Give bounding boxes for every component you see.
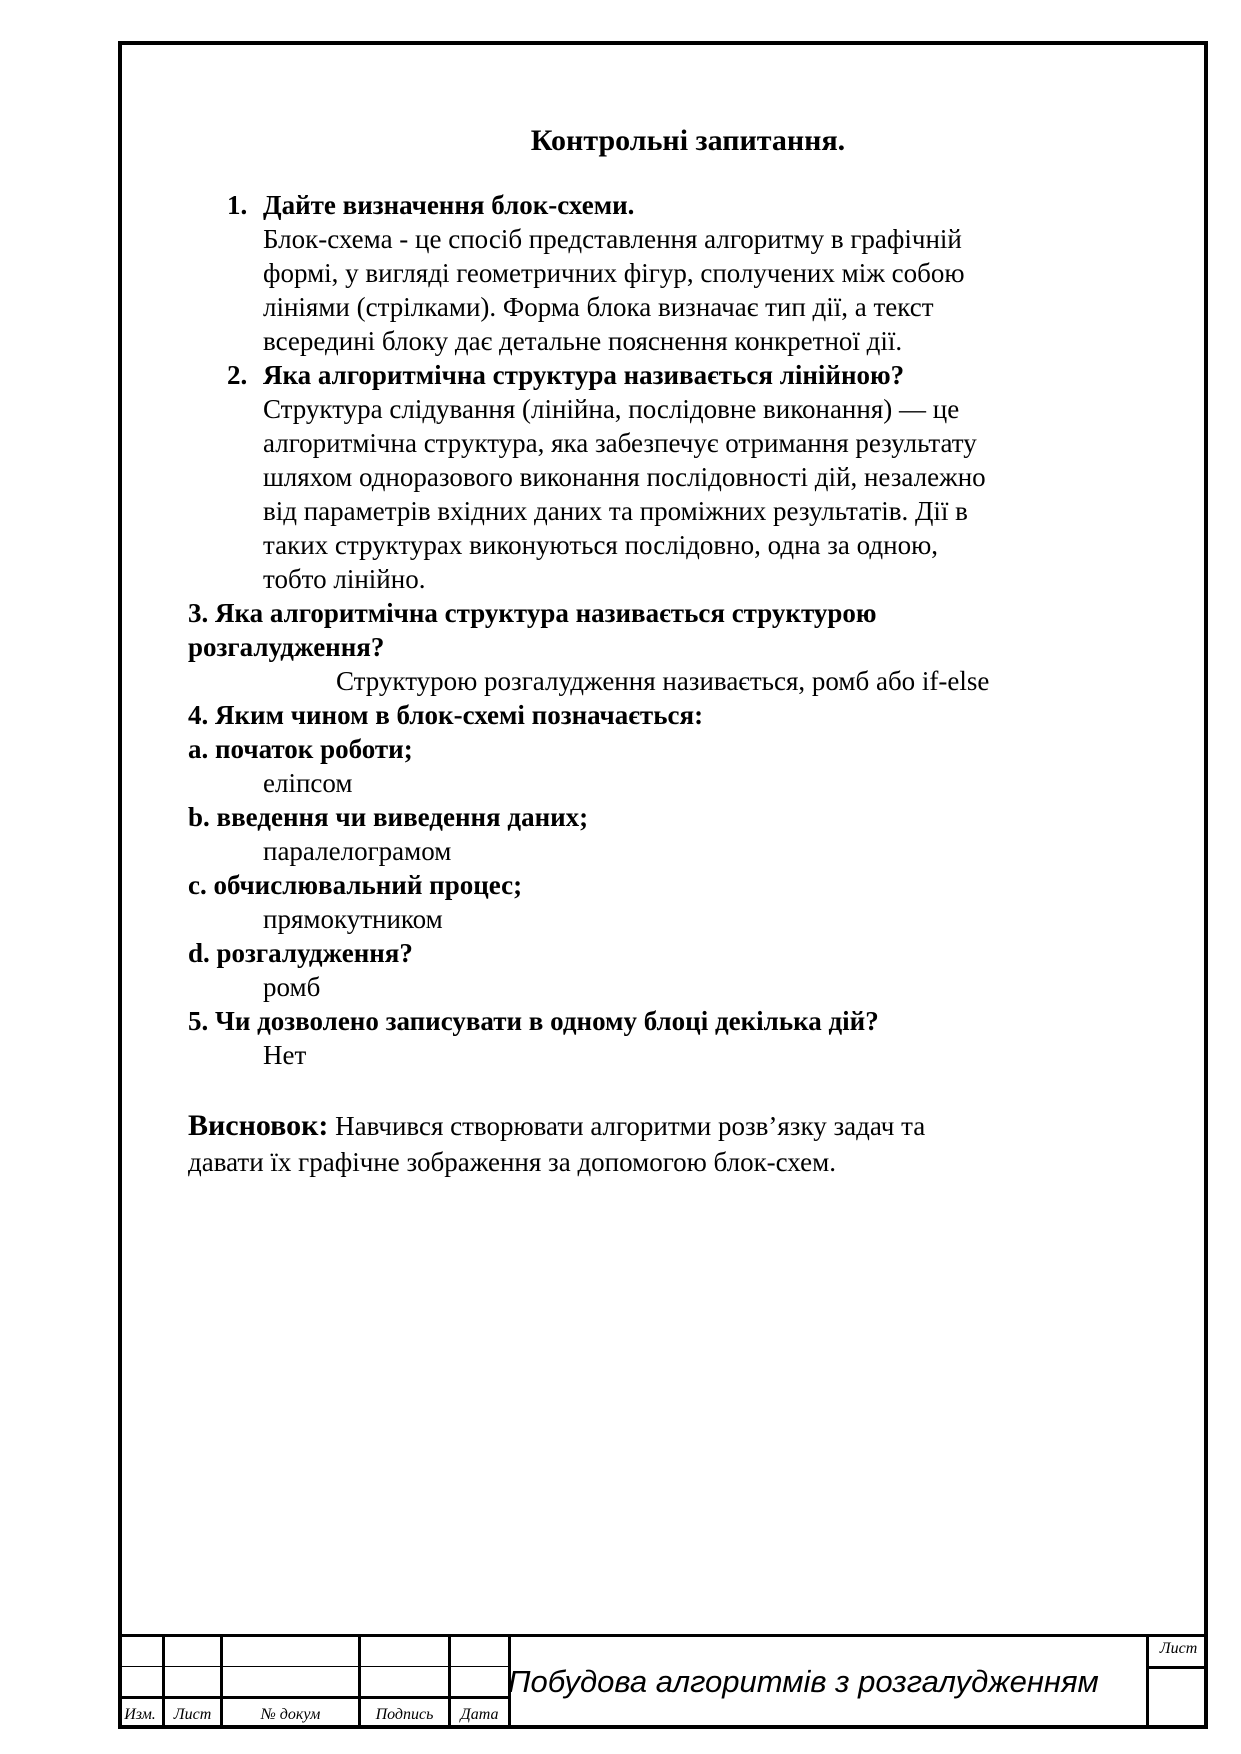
question-2-number: 2. — [227, 360, 248, 390]
page-title: Контрольні запитання. — [530, 124, 846, 157]
question-5: 5. Чи дозволено записувати в одному блоці декілька дій? — [188, 1006, 879, 1036]
stamp-data-label: Дата — [460, 1706, 499, 1723]
question-2 — [188, 358, 1148, 392]
question-2-text: Яка алгоритмічна структура називається лінійною? — [263, 360, 905, 390]
stamp-podpis-label: Подпись — [375, 1706, 434, 1723]
conclusion-text-line-1: Навчився створювати алгоритми розв’язку задач та — [328, 1111, 926, 1141]
conclusion-text-line-2: давати їх графічне зображення за допомогою блок-схем. — [188, 1147, 836, 1177]
stamp-izm-label: Изм. — [124, 1706, 156, 1723]
answer-2-line: Структура слідування (лінійна, послідовне виконання) — це — [263, 394, 960, 424]
answer-2-line: від параметрів вхідних даних та проміжних результатів. Дії в — [263, 496, 968, 526]
document-title: Побудова алгоритмів з розгалудженням — [508, 1664, 1099, 1699]
answer-3: Структурою розгалудження називається, ромб або if-else — [336, 666, 990, 696]
stamp-list-label: Лист — [173, 1706, 212, 1723]
stamp-dokum-label: № докум — [260, 1706, 321, 1723]
answer-1-line: Блок-схема - це спосіб представлення алгоритму в графічній — [263, 224, 962, 254]
question-1 — [188, 188, 1148, 222]
answer-1-line: формі, у вигляді геометричних фігур, сполучених між собою — [263, 258, 965, 288]
question-4c: c. обчислювальний процес; — [188, 870, 523, 900]
question-4b: b. введення чи виведення даних; — [188, 802, 589, 832]
question-3-line: розгалудження? — [188, 632, 385, 662]
conclusion — [188, 1108, 1148, 1180]
answer-4d: ромб — [263, 972, 321, 1002]
answer-2-line: шляхом одноразового виконання послідовності дій, незалежно — [263, 462, 986, 492]
question-1-number: 1. — [227, 190, 248, 220]
stamp-top-border — [118, 1634, 1208, 1637]
answer-4c: прямокутником — [263, 904, 443, 934]
answer-4b: паралелограмом — [263, 836, 452, 866]
question-3-line: 3. Яка алгоритмічна структура називається структурою — [188, 598, 877, 628]
answer-2-line: тобто лінійно. — [263, 564, 426, 594]
answer-1-line: лініями (стрілками). Форма блока визначає тип дії, а текст — [263, 292, 934, 322]
answer-5: Нет — [263, 1040, 307, 1070]
question-1-text: Дайте визначення блок-схеми. — [263, 190, 635, 220]
conclusion-label: Висновок: — [188, 1109, 329, 1142]
answer-2-line: алгоритмічна структура, яка забезпечує отримання результату — [263, 428, 977, 458]
answer-2-line: таких структурах виконуються послідовно, одна за одною, — [263, 530, 938, 560]
document-body — [188, 124, 1148, 1180]
question-4: 4. Яким чином в блок-схемі позначається: — [188, 700, 704, 730]
title-block — [118, 1634, 1208, 1729]
answer-4a: еліпсом — [263, 768, 353, 798]
answer-1-line: всередині блоку дає детальне пояснення конкретної дії. — [263, 326, 903, 356]
stamp-sheet-label: Лист — [1159, 1640, 1198, 1657]
question-4a: a. початок роботи; — [188, 734, 413, 764]
question-4d: d. розгалудження? — [188, 938, 413, 968]
